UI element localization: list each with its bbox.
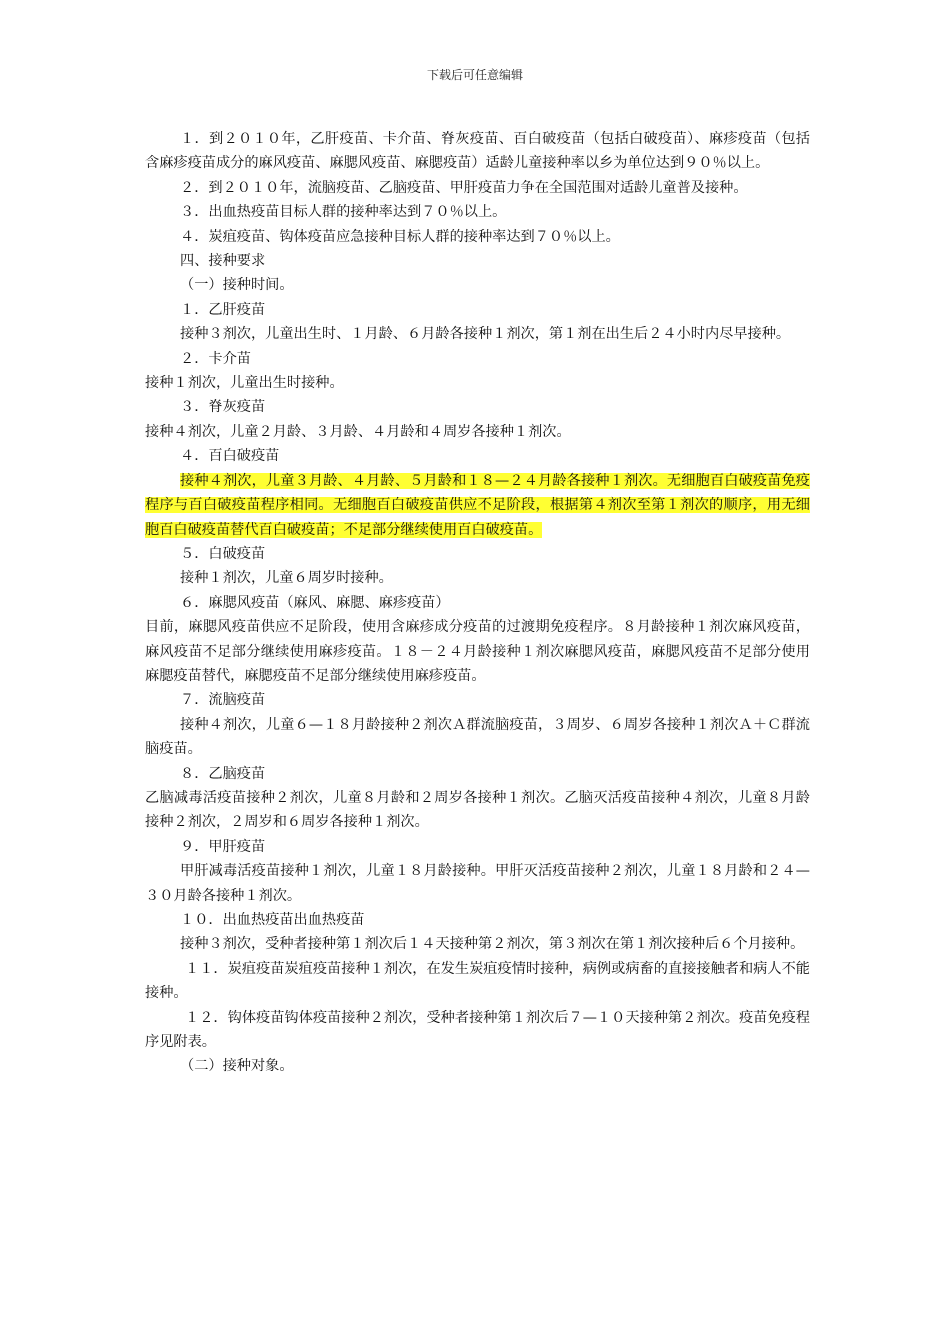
vaccine-text-dt: 接种１剂次，儿童６周岁时接种。 [180, 570, 393, 587]
document-body [145, 127, 810, 1079]
vaccine-text-lepto: １２．钩体疫苗钩体疫苗接种２剂次，受种者接种第１剂次后７—１０天接种第２剂次。疫苗免疫程序见附表。 [145, 1009, 810, 1051]
paragraph-target-3: ３．出血热疫苗目标人群的接种率达到７０％以上。 [180, 204, 507, 221]
vaccine-heading-mmr: ６．麻腮风疫苗（麻风、麻腮、麻疹疫苗） [180, 594, 450, 611]
vaccine-heading-hepb: １．乙肝疫苗 [180, 301, 266, 318]
vaccine-heading-dt: ５．白破疫苗 [180, 545, 266, 562]
vaccine-heading-hepa: ９．甲肝疫苗 [180, 838, 266, 855]
paragraph-target-1: １．到２０１０年，乙肝疫苗、卡介苗、脊灰疫苗、百白破疫苗（包括白破疫苗）、麻疹疫苗（包括含麻疹疫苗成分的麻风疫苗、麻腮风疫苗、麻腮疫苗）适龄儿童接种率以乡为单位达到９０％以上。 [145, 131, 810, 172]
vaccine-text-hfrs: 接种３剂次，受种者接种第１剂次后１４天接种第２剂次，第３剂次在第１剂次接种后６个月接种。 [180, 936, 805, 953]
vaccine-text-anthrax: １１．炭疽疫苗炭疽疫苗接种１剂次，在发生炭疽疫情时接种，病例或病畜的直接接触者和病人不能接种。 [145, 960, 810, 1002]
vaccine-text-bcg: 接种１剂次，儿童出生时接种。 [145, 375, 344, 392]
section-heading-4: 四、接种要求 [180, 253, 266, 270]
subsection-heading-2: （二）接种对象。 [180, 1058, 294, 1075]
subsection-heading-1: （一）接种时间。 [180, 277, 294, 294]
vaccine-heading-hfrs: １０．出血热疫苗出血热疫苗 [180, 912, 365, 928]
vaccine-text-mmr: 目前，麻腮风疫苗供应不足阶段，使用含麻疹成分疫苗的过渡期免疫程序。８月龄接种１剂次麻风疫苗，麻风疫苗不足部分继续使用麻疹疫苗。１８－２４月龄接种１剂次麻腮风疫苗，麻腮风疫苗不足部分使用麻腮疫苗替代，麻腮疫苗不足部分继续使用麻疹疫苗。 [145, 619, 810, 684]
vaccine-heading-bcg: ２．卡介苗 [180, 350, 251, 367]
paragraph-target-2: ２．到２０１０年，流脑疫苗、乙脑疫苗、甲肝疫苗力争在全国范围对适龄儿童普及接种。 [180, 179, 748, 196]
vaccine-text-je: 乙脑减毒活疫苗接种２剂次，儿童８月龄和２周岁各接种１剂次。乙脑灭活疫苗接种４剂次，儿童８月龄接种２剂次，２周岁和６周岁各接种１剂次。 [145, 789, 810, 831]
vaccine-text-hepa: 甲肝减毒活疫苗接种１剂次，儿童１８月龄接种。甲肝灭活疫苗接种２剂次，儿童１８月龄和２４—３０月龄各接种１剂次。 [145, 863, 810, 904]
highlight-span: 接种４剂次，儿童３月龄、４月龄、５月龄和１８—２４月龄各接种１剂次。无细胞百白破疫苗免疫程序与百白破疫苗程序相同。无细胞百白破疫苗供应不足阶段，根据第４剂次至第１剂次的顺序，用无细胞百白破疫苗替代百白破疫苗；不足部分继续使用百白破疫苗。 [145, 472, 810, 538]
vaccine-heading-je: ８．乙脑疫苗 [180, 765, 266, 782]
vaccine-text-dtp-highlighted [145, 469, 810, 542]
vaccine-heading-mening: ７．流脑疫苗 [180, 692, 266, 709]
page-header: 下载后可任意编辑 [426, 68, 523, 82]
vaccine-text-mening: 接种４剂次，儿童６—１８月龄接种２剂次Ａ群流脑疫苗，３周岁、６周岁各接种１剂次Ａ＋Ｃ群流脑疫苗。 [145, 716, 810, 758]
vaccine-text-hepb: 接种３剂次，儿童出生时、１月龄、６月龄各接种１剂次，第１剂在出生后２４小时内尽早接种。 [180, 326, 791, 343]
vaccine-text-polio: 接种４剂次，儿童２月龄、３月龄、４月龄和４周岁各接种１剂次。 [145, 423, 571, 440]
vaccine-heading-polio: ３．脊灰疫苗 [180, 399, 266, 416]
paragraph-target-4: ４．炭疽疫苗、钩体疫苗应急接种目标人群的接种率达到７０％以上。 [180, 228, 620, 245]
vaccine-heading-dtp: ４．百白破疫苗 [180, 448, 280, 465]
